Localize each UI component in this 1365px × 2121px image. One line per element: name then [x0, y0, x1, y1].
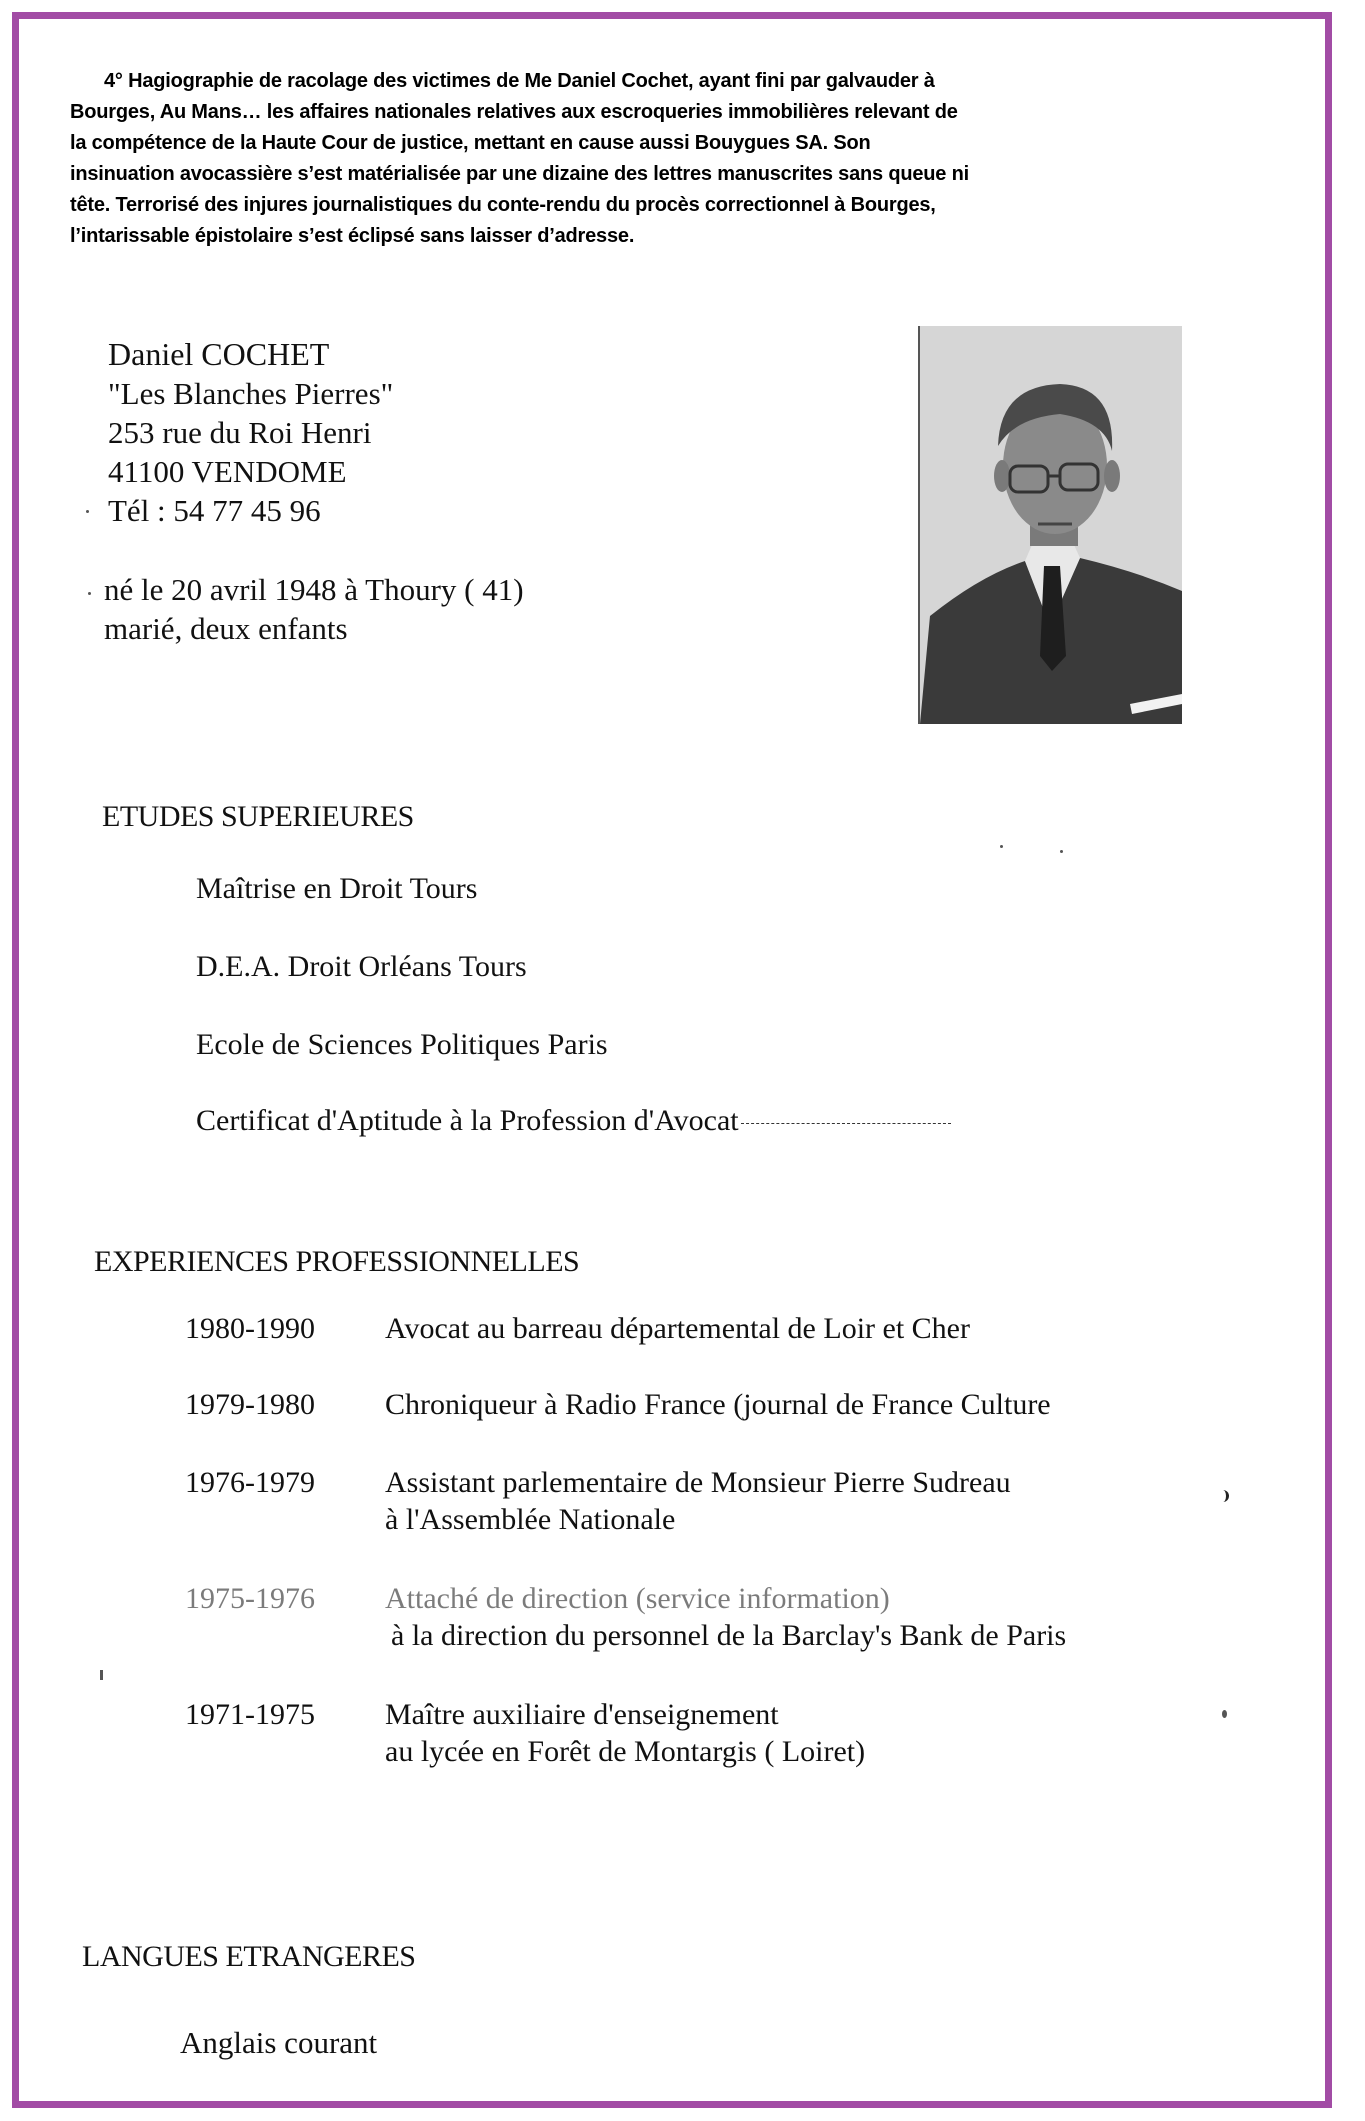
experience-line: Maître auxiliaire d'enseignement — [385, 1698, 779, 1731]
experience-description — [385, 1310, 970, 1347]
contact-block — [108, 335, 393, 530]
portrait-illustration — [920, 326, 1182, 724]
experience-years: 1971-1975 — [185, 1698, 315, 1731]
experience-description — [385, 1464, 1011, 1538]
education-item: D.E.A. Droit Orléans Tours — [196, 950, 527, 983]
portrait-photo-icon — [918, 326, 1182, 724]
intro-paragraph — [70, 66, 1280, 252]
scan-speck — [88, 592, 91, 595]
family-info: marié, deux enfants — [104, 611, 348, 646]
intro-line: tête. Terrorisé des injures journalistiques du conte-rendu du procès correctionnel à Bourges, — [70, 194, 936, 216]
experience-years: 1980-1990 — [185, 1312, 315, 1345]
city: 41100 VENDOME — [108, 454, 347, 489]
experience-years: 1979-1980 — [185, 1388, 315, 1421]
intro-line: la compétence de la Haute Cour de justice, mettant en cause aussi Bouygues SA. Son — [70, 132, 871, 154]
experience-line: à la direction du personnel de la Barclay's Bank de Paris — [391, 1619, 1067, 1652]
experience-line: au lycée en Forêt de Montargis ( Loiret) — [385, 1735, 866, 1768]
education-item-row — [196, 1104, 951, 1138]
intro-line: Bourges, Au Mans… les affaires nationales relatives aux escroqueries immobilières relevant de — [70, 101, 958, 123]
education-item: Ecole de Sciences Politiques Paris — [196, 1028, 608, 1061]
street-address: 253 rue du Roi Henri — [108, 415, 372, 450]
experience-description — [385, 1696, 865, 1770]
experience-line: Assistant parlementaire de Monsieur Pierre Sudreau — [385, 1466, 1011, 1499]
scan-speck — [1060, 850, 1063, 853]
experience-years: 1976-1979 — [185, 1466, 315, 1499]
dashed-line — [741, 1123, 951, 1124]
languages-heading: LANGUES ETRANGERES — [82, 1940, 416, 1973]
experience-description — [385, 1386, 1051, 1423]
experience-line: Attaché de direction (service information) — [385, 1582, 890, 1615]
education-item: Certificat d'Aptitude à la Profession d'Avocat — [196, 1104, 739, 1137]
intro-line: insinuation avocassière s’est matérialisée par une dizaine des lettres manuscrites sans queue ni — [70, 163, 969, 185]
phone: Tél : 54 77 45 96 — [108, 493, 321, 528]
personal-block — [104, 570, 524, 648]
experience-years: 1975-1976 — [185, 1582, 315, 1615]
education-item: Maîtrise en Droit Tours — [196, 872, 478, 905]
scan-speck — [1222, 1710, 1227, 1718]
scan-speck — [1000, 845, 1003, 848]
birth-info: né le 20 avril 1948 à Thoury ( 41) — [104, 572, 524, 607]
experience-line: à l'Assemblée Nationale — [385, 1503, 676, 1536]
scan-speck — [86, 510, 89, 513]
intro-line: 4° Hagiographie de racolage des victimes de Me Daniel Cochet, ayant fini par galvauder à — [104, 70, 935, 92]
experience-description — [385, 1580, 1066, 1654]
scan-speck — [100, 1670, 103, 1680]
experience-line: Chroniqueur à Radio France (journal de France Culture — [385, 1388, 1051, 1421]
education-heading: ETUDES SUPERIEURES — [102, 800, 414, 833]
language-item: Anglais courant — [180, 2025, 378, 2060]
house-name: "Les Blanches Pierres" — [108, 376, 394, 411]
experience-line: Avocat au barreau départemental de Loir et Cher — [385, 1312, 970, 1345]
experience-heading: EXPERIENCES PROFESSIONNELLES — [94, 1245, 580, 1278]
intro-line: l’intarissable épistolaire s’est éclipsé sans laisser d’adresse. — [70, 225, 635, 247]
person-name: Daniel COCHET — [108, 336, 330, 372]
